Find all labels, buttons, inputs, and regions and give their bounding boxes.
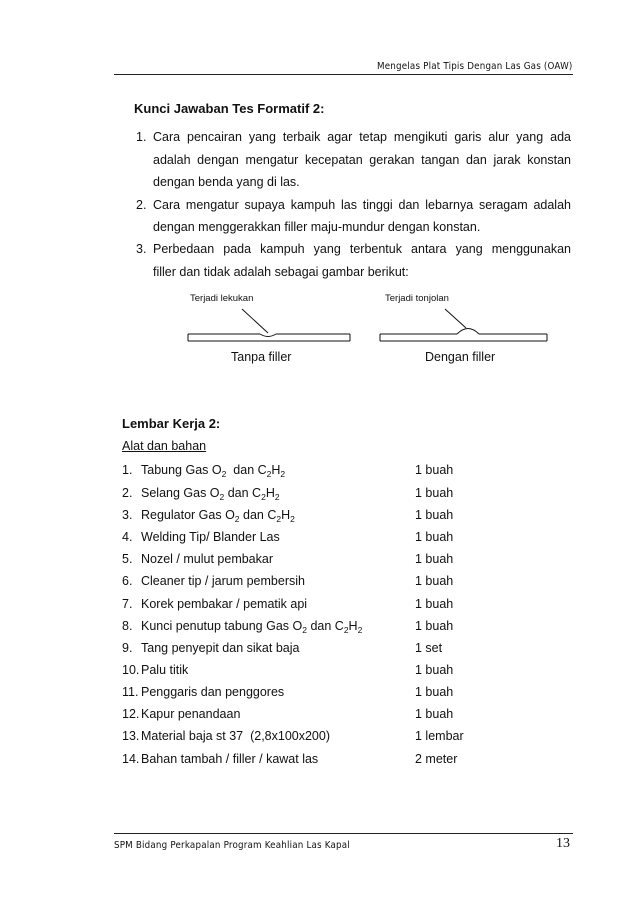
answer-3-number: 3. xyxy=(136,242,147,256)
tool-name-part: Kunci penutup tabung Gas O xyxy=(141,619,303,633)
answer-2-line-1: Cara mengatur supaya kampuh las tinggi dan lebarnya seragam adalah xyxy=(153,198,571,212)
tool-name-part: H xyxy=(281,508,291,522)
tool-quantity: 1 set xyxy=(415,641,443,655)
tool-number: 9. xyxy=(122,641,133,655)
plate-without-filler xyxy=(188,334,350,341)
tool-name: Kapur penandaan xyxy=(141,707,241,721)
leader-line-right xyxy=(445,309,466,328)
worksheet-title: Lembar Kerja 2: xyxy=(122,416,221,431)
worksheet-subtitle: Alat dan bahan xyxy=(122,439,207,453)
tool-number: 2. xyxy=(122,486,133,500)
tool-name-part: dan C xyxy=(224,486,262,500)
subscript: 2 xyxy=(343,625,349,635)
subscript: 2 xyxy=(219,492,225,502)
answer-2-number: 2. xyxy=(136,198,147,212)
tool-name: Cleaner tip / jarum pembersih xyxy=(141,574,305,588)
tool-number: 3. xyxy=(122,508,133,522)
diagram-left-caption: Tanpa filler xyxy=(231,350,292,364)
tool-name-part: H xyxy=(265,486,275,500)
diagram-right-caption: Dengan filler xyxy=(425,350,496,364)
subscript: 2 xyxy=(266,469,272,479)
answer-1-line-2: adalah dengan mengatur kecepatan gerakan tangan dan jarak konstan xyxy=(153,153,571,167)
tool-name: Bahan tambah / filler / kawat las xyxy=(141,752,319,766)
tool-quantity: 1 buah xyxy=(415,707,454,721)
footer-course: SPM Bidang Perkapalan Program Keahlian Las Kapal xyxy=(114,840,350,851)
tool-number: 12. xyxy=(122,707,140,721)
tool-quantity: 1 buah xyxy=(415,530,454,544)
subscript: 2 xyxy=(234,514,240,524)
tool-name xyxy=(141,619,362,633)
tool-number: 11. xyxy=(122,685,139,699)
header-rule xyxy=(114,74,573,75)
weld-bead-diagram xyxy=(180,305,560,355)
tool-quantity: 2 meter xyxy=(415,752,458,766)
subscript: 2 xyxy=(280,469,286,479)
subscript: 2 xyxy=(290,514,295,524)
subscript: 2 xyxy=(357,625,363,635)
tool-number: 10. xyxy=(122,663,140,677)
running-header: Mengelas Plat Tipis Dengan Las Gas (OAW) xyxy=(376,61,572,72)
tool-quantity: 1 buah xyxy=(415,508,454,522)
plate-with-filler xyxy=(380,329,547,342)
leader-line-left xyxy=(242,309,268,333)
tool-quantity: 1 buah xyxy=(415,552,454,566)
tool-name-part: Selang Gas O xyxy=(141,486,220,500)
page-number: 13 xyxy=(556,836,570,851)
tool-number: 7. xyxy=(122,597,133,611)
tool-quantity: 1 buah xyxy=(415,619,454,633)
subscript: 2 xyxy=(261,492,266,502)
answer-3-line-1: Perbedaan pada kampuh yang terbentuk antara yang menggunakan xyxy=(153,242,571,256)
tool-name: Welding Tip/ Blander Las xyxy=(141,530,280,544)
tool-name xyxy=(141,508,295,522)
subscript: 2 xyxy=(276,514,282,524)
diagram-left-label: Terjadi lekukan xyxy=(190,293,254,304)
tool-name xyxy=(141,463,285,477)
tool-name: Nozel / mulut pembakar xyxy=(141,552,274,566)
tool-quantity: 1 buah xyxy=(415,685,454,699)
tool-quantity: 1 buah xyxy=(415,463,454,477)
tool-quantity: 1 buah xyxy=(415,663,454,677)
answers-title: Kunci Jawaban Tes Formatif 2: xyxy=(134,101,325,116)
tool-number: 14. xyxy=(122,752,140,766)
tool-number: 13. xyxy=(122,729,140,743)
tool-name-part: dan C xyxy=(226,463,267,477)
tool-name: Material baja st 37 (2,8x100x200) xyxy=(141,729,330,743)
tool-name-part: H xyxy=(348,619,358,633)
tool-number: 1. xyxy=(122,463,133,477)
tool-name: Korek pembakar / pematik api xyxy=(141,597,308,611)
tool-number: 4. xyxy=(122,530,133,544)
answer-1-number: 1. xyxy=(136,130,147,144)
tool-name xyxy=(141,486,280,500)
tool-quantity: 1 buah xyxy=(415,597,454,611)
tool-quantity: 1 lembar xyxy=(415,729,464,743)
tool-number: 8. xyxy=(122,619,133,633)
tool-name: Palu titik xyxy=(141,663,189,677)
tool-name-part: dan C xyxy=(239,508,277,522)
tool-number: 6. xyxy=(122,574,133,588)
diagram-right-label: Terjadi tonjolan xyxy=(385,293,449,304)
subscript: 2 xyxy=(274,492,280,502)
tool-quantity: 1 buah xyxy=(415,574,454,588)
tool-name: Penggaris dan penggores xyxy=(141,685,285,699)
tool-name-part: H xyxy=(271,463,281,477)
subscript: 2 xyxy=(221,469,227,479)
tool-quantity: 1 buah xyxy=(415,486,454,500)
answer-2-line-2: dengan menggerakkan filler maju-mundur dengan konstan. xyxy=(153,220,481,234)
tool-name-part: dan C xyxy=(306,619,344,633)
tool-number: 5. xyxy=(122,552,133,566)
answer-1-line-3: dengan benda yang di las. xyxy=(153,175,300,189)
tool-name: Tang penyepit dan sikat baja xyxy=(141,641,300,655)
subscript: 2 xyxy=(302,625,307,635)
tool-name-part: Tabung Gas O xyxy=(141,463,222,477)
tool-name-part: Regulator Gas O xyxy=(141,508,235,522)
answer-3-line-2: filler dan tidak adalah sebagai gambar berikut: xyxy=(153,265,409,279)
footer-rule xyxy=(114,833,573,834)
answer-1-line-1: Cara pencairan yang terbaik agar tetap mengikuti garis alur yang ada xyxy=(153,130,571,144)
